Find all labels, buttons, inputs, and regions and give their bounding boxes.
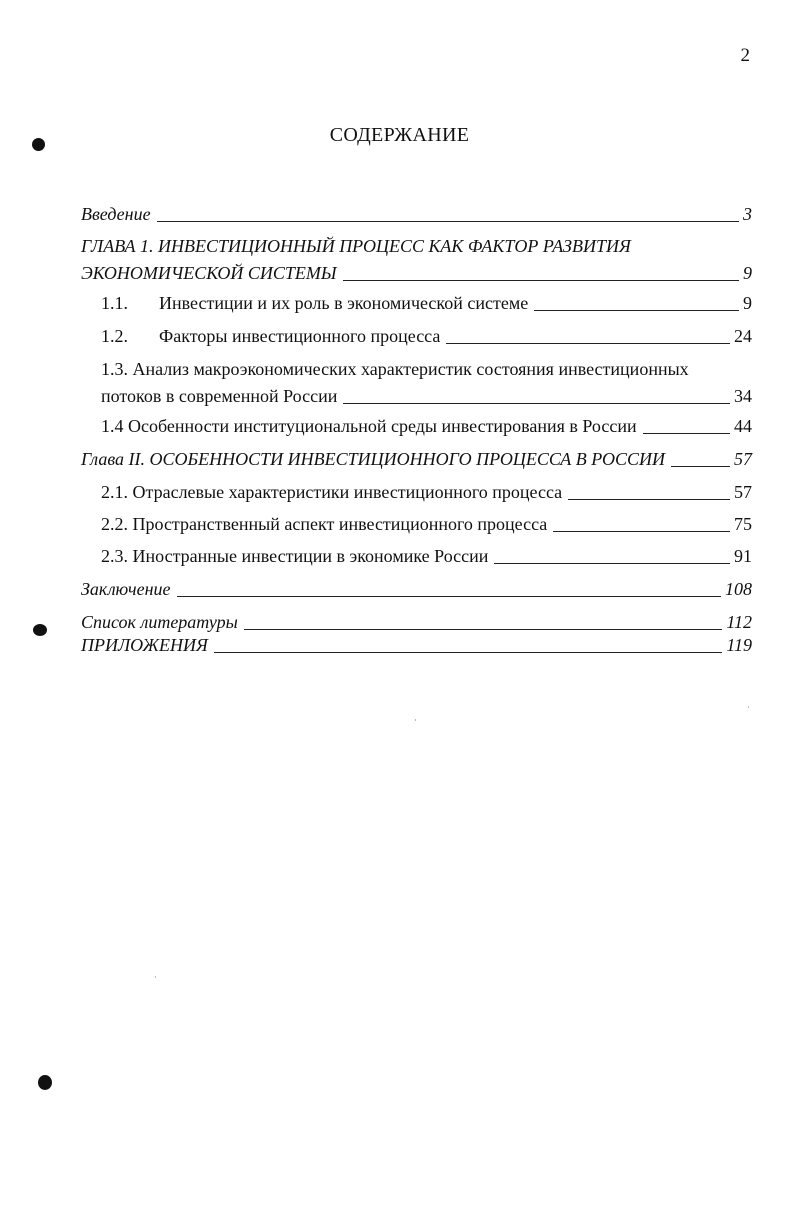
toc-entry-references[interactable] <box>81 611 752 633</box>
toc-page-number: 108 <box>725 579 752 599</box>
toc-leader <box>534 310 739 311</box>
toc-page-number: 75 <box>734 514 752 534</box>
toc-entry-text: Инвестиции и их роль в экономической системе <box>159 293 529 313</box>
toc-entry-conclusion[interactable] <box>81 578 752 600</box>
toc-leader <box>214 652 723 653</box>
toc-entry-1-3[interactable] <box>101 358 752 407</box>
toc-page-number: 112 <box>726 612 752 632</box>
toc-leader <box>244 629 723 630</box>
toc-entry-text: ГЛАВА 1. ИНВЕСТИЦИОННЫЙ ПРОЦЕСС КАК ФАКТОР РАЗВИТИЯ <box>81 236 631 256</box>
page-title: СОДЕРЖАНИЕ <box>329 124 470 146</box>
toc-leader <box>568 499 730 500</box>
toc-page-number: 9 <box>743 263 752 283</box>
punch-hole-mark <box>33 624 47 636</box>
toc-page-number: 57 <box>734 449 752 469</box>
toc-entry-2-1[interactable] <box>101 481 752 503</box>
toc-entry-text: 2.1. Отраслевые характеристики инвестиционного процесса <box>101 482 563 502</box>
toc-entry-chapter-1[interactable] <box>81 235 752 284</box>
toc-entry-text: Заключение <box>81 579 171 599</box>
toc-entry-text: 2.3. Иностранные инвестиции в экономике России <box>101 546 489 566</box>
toc-leader <box>157 221 739 222</box>
toc-page-number: 119 <box>726 635 752 655</box>
toc-entry-text: Глава II. ОСОБЕННОСТИ ИНВЕСТИЦИОННОГО ПРОЦЕССА В РОССИИ <box>81 449 665 469</box>
toc-entry-1-2[interactable] <box>101 325 752 347</box>
toc-entry-intro[interactable] <box>81 203 752 225</box>
toc-leader <box>177 596 722 597</box>
toc-section-number: 1.1. <box>101 293 128 313</box>
toc-leader <box>671 466 730 467</box>
toc-entry-text: ПРИЛОЖЕНИЯ <box>81 635 208 655</box>
toc-entry-text: Факторы инвестиционного процесса <box>159 326 441 346</box>
toc-entry-1-4[interactable] <box>101 415 752 437</box>
toc-page-number: 91 <box>734 546 752 566</box>
toc-entry-text: Список литературы <box>81 612 238 632</box>
toc-entry-2-3[interactable] <box>101 545 752 567</box>
toc-entry-appendices[interactable] <box>81 634 752 656</box>
toc-entry-text: 1.3. Анализ макроэкономических характеристик состояния инвестиционных <box>101 359 689 379</box>
page-number: 2 <box>740 45 750 66</box>
scan-speck <box>155 976 156 978</box>
toc-leader <box>446 343 730 344</box>
toc-leader <box>643 433 730 434</box>
toc-entry-1-1[interactable] <box>101 292 752 314</box>
toc-entry-2-2[interactable] <box>101 513 752 535</box>
scan-speck <box>415 719 416 721</box>
toc-entry-text-cont: потоков в современной России <box>101 386 338 406</box>
toc-page-number: 34 <box>734 386 752 406</box>
toc-section-number: 1.2. <box>101 326 128 346</box>
toc-entry-text: 1.4 Особенности институциональной среды инвестирования в России <box>101 416 637 436</box>
punch-hole-mark <box>38 1075 52 1090</box>
toc-page-number: 9 <box>743 293 752 313</box>
toc-entry-text-cont: ЭКОНОМИЧЕСКОЙ СИСТЕМЫ <box>81 263 337 283</box>
toc-page-number: 3 <box>743 204 752 224</box>
toc-page-number: 57 <box>734 482 752 502</box>
punch-hole-mark <box>32 138 45 151</box>
scan-speck <box>748 706 749 708</box>
toc-leader <box>343 280 739 281</box>
toc-entry-text: 2.2. Пространственный аспект инвестиционного процесса <box>101 514 548 534</box>
toc-leader <box>343 403 730 404</box>
toc-entry-chapter-2[interactable] <box>81 448 752 470</box>
toc-leader <box>553 531 730 532</box>
toc-entry-text: Введение <box>81 204 151 224</box>
toc-leader <box>494 563 730 564</box>
toc-page-number: 44 <box>734 416 752 436</box>
toc-page-number: 24 <box>734 326 752 346</box>
